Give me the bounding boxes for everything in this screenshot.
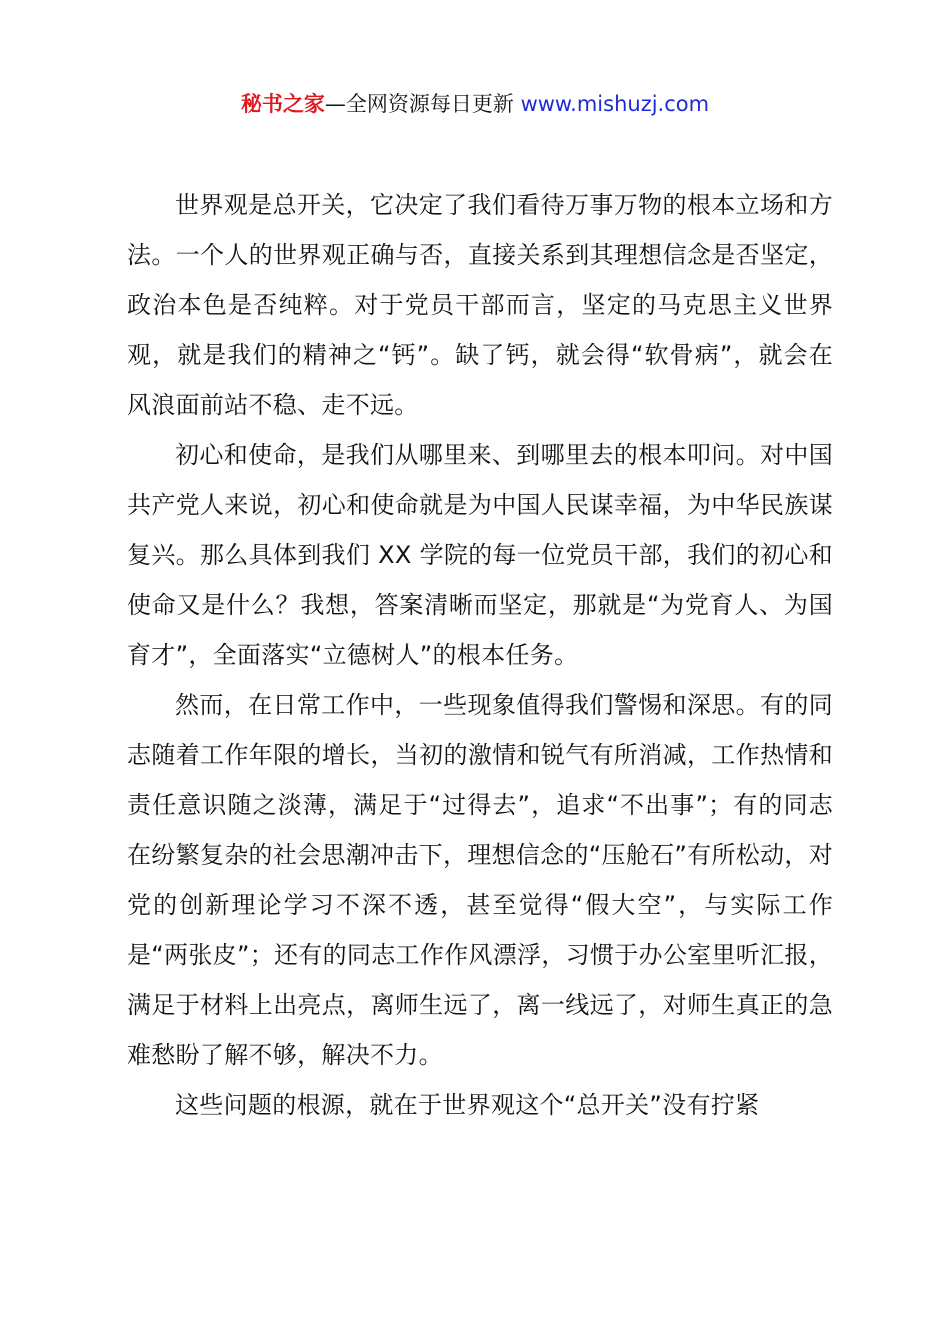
paragraph: 世界观是总开关，它决定了我们看待万事万物的根本立场和方法。一个人的世界观正确与否，直接关系到其理想信念是否坚定，政治本色是否纯粹。对于党员干部而言，坚定的马克思主义世界观，就是我们的精神之“钙”。缺了钙，就会得“软骨病”，就会在风浪面前站不稳、走不远。	[127, 191, 833, 419]
page-header	[0, 88, 950, 120]
brand-name: 秘书之家	[240, 92, 325, 116]
website-link[interactable]: www.mishuzj.com	[520, 92, 710, 116]
document-body	[127, 180, 833, 1130]
paragraph: 然而，在日常工作中，一些现象值得我们警惕和深思。有的同志随着工作年限的增长，当初的激情和锐气有所消减，工作热情和责任意识随之淡薄，满足于“过得去”，追求“不出事”；有的同志在纷繁复杂的社会思潮冲击下，理想信念的“压舱石”有所松动，对党的创新理论学习不深不透，甚至觉得“假大空”，与实际工作是“两张皮”；还有的同志工作作风漂浮，习惯于办公室里听汇报，满足于材料上出亮点，离师生远了，离一线远了，对师生真正的急难愁盼了解不够，解决不力。	[127, 691, 833, 1069]
paragraph: 这些问题的根源，就在于世界观这个“总开关”没有拧紧	[175, 1091, 760, 1119]
header-tagline: —全网资源每日更新	[324, 92, 521, 116]
paragraph: 初心和使命，是我们从哪里来、到哪里去的根本叩问。对中国共产党人来说，初心和使命就是为中国人民谋幸福，为中华民族谋复兴。那么具体到我们 XX 学院的每一位党员干部，我们的初心和使命又是什么？我想，答案清晰而坚定，那就是“为党育人、为国育才”，全面落实“立德树人”的根本任务。	[127, 441, 833, 669]
